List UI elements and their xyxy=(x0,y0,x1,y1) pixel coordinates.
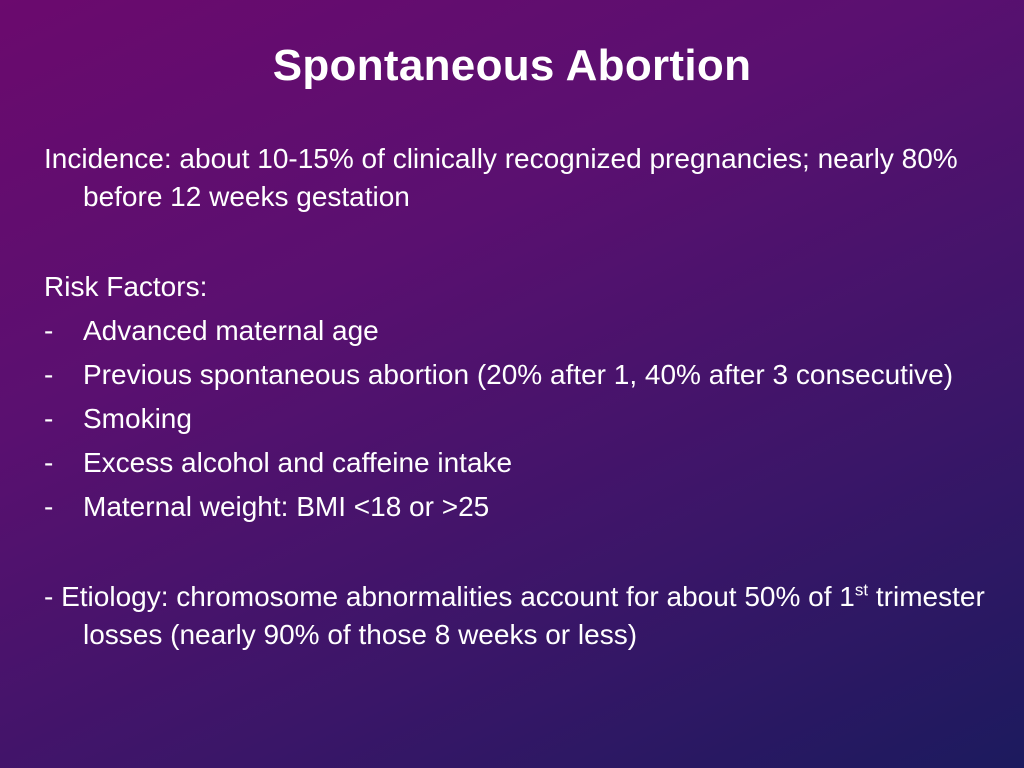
risk-factors-heading: Risk Factors: xyxy=(44,271,208,302)
bullet-dash: - xyxy=(44,447,54,478)
risk-factor-text: Previous spontaneous abortion (20% after 1, 40% after 3 consecutive) xyxy=(83,359,954,390)
slide-body xyxy=(44,140,994,654)
risk-factor-text: Smoking xyxy=(83,403,192,434)
bullet-dash: - xyxy=(44,491,54,522)
risk-factor-item xyxy=(44,312,994,350)
risk-factors-list xyxy=(44,312,994,526)
bullet-dash: - xyxy=(44,403,54,434)
etiology-superscript: st xyxy=(854,580,869,600)
etiology-prefix: - Etiology: chromosome abnormalities account for about 50% of 1 xyxy=(44,581,855,612)
spacer xyxy=(44,526,994,578)
risk-factor-item xyxy=(44,356,994,394)
etiology-paragraph xyxy=(44,578,994,654)
spacer xyxy=(44,216,994,268)
risk-factor-text: Maternal weight: BMI <18 or >25 xyxy=(83,491,490,522)
incidence-paragraph: Incidence: about 10-15% of clinically recognized pregnancies; nearly 80% before 12 weeks gestation xyxy=(44,143,958,212)
etiology-suffix: trimester losses (nearly 90% of those 8 weeks or less) xyxy=(83,581,985,650)
bullet-dash: - xyxy=(44,359,54,390)
risk-factor-item xyxy=(44,400,994,438)
bullet-dash: - xyxy=(44,315,54,346)
risk-factor-item xyxy=(44,444,994,482)
slide-title: Spontaneous Abortion xyxy=(272,41,752,90)
risk-factor-text: Excess alcohol and caffeine intake xyxy=(83,447,513,478)
risk-factor-text: Advanced maternal age xyxy=(83,315,379,346)
risk-factor-item xyxy=(44,488,994,526)
